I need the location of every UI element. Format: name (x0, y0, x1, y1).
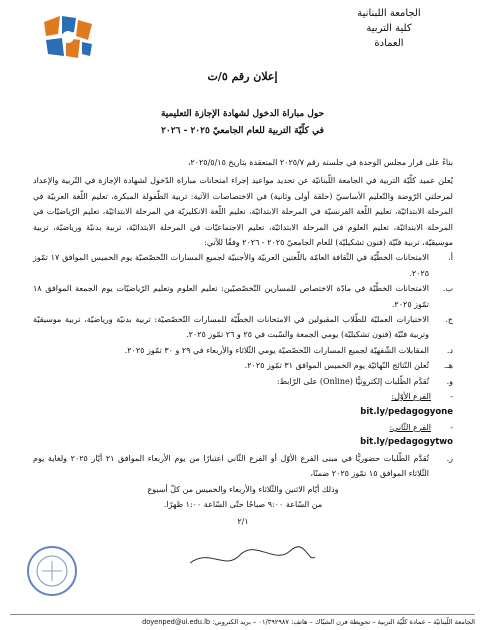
title-line-1: حول مباراة الدخول لشهادة الإجازة التعليمية (160, 109, 325, 119)
list-item-text: الاختبارات العمليّة للطّلاب المقبولين في الامتحانات الخطّيّة للمسارات التّخصّصيّة: تربية بدنيّة ورياضيّة، تربية موسيقيّة وتربية فنّيّة (فنون تشكيليّة) يومي الجمعة والسّبت في ٢٥ و ٢٦ تمّوز ٢٠٢٥. (33, 315, 430, 340)
announcement-number (0, 70, 485, 83)
branch-two-link[interactable]: bit.ly/pedagogytwo (360, 437, 453, 448)
branch-one-link[interactable]: bit.ly/pedagogyone (360, 406, 453, 417)
list-item-text: تُقدَّم الطّلبات إلكترونيًّا (Online) على الرّابط: (276, 376, 429, 386)
page-number: ٢/١ (237, 517, 249, 527)
official-stamp (26, 545, 78, 597)
list-item-label: ز. (446, 453, 453, 463)
schedule-list-continued (33, 451, 453, 482)
faculty-name: كلية التربية (366, 23, 412, 34)
branch-two-label: الفرع الثّاني: (389, 422, 431, 432)
branch-two-row (33, 420, 453, 435)
list-item-text: الامتحانات الخطّيّة في مادّة الاختصاص للمسارين التّخصّصيّين: تعليم العلوم وتعليم الرّياضيّات يوم الجمعة الموافق ١٨ تمّوز ٢٠٢٥. (33, 284, 429, 309)
list-item-text: تُعلن النّتائج النّهائيّة يوم الخميس الموافق ٣١ تمّوز ٢٠٢٥. (244, 361, 429, 371)
intro-paragraph: بناءً على قرار مجلس الوحدة في جلسته رقم ٢٠٢٥/٧ المنعقدة بتاريخ ٢٠٢٥/٥/١٥، (187, 158, 453, 167)
list-item-label: هـ. (443, 361, 453, 371)
list-item (33, 250, 453, 281)
main-paragraph: يُعلن عميد كلّيّة التربية في الجامعة اللّبنانيّة عن تحديد مواعيد إجراء امتحانات مباراة الدّخول لشهادة الإجازة في التّربية والإعداد لمرحلتي الرّوضة والتّعليم الأساسيّ (حلقة أولى وثانية) في الاختصاصات الآتية: تربية الطّفولة المبكرة، تعليم اللّغة العربيّة في المرحلة الابتدائيّة، تعليم اللّغة الفرنسيّة في المرحلة الابتدائيّة، تعليم اللّغة الانكليزيّة في المرحلة الابتدائيّة، تعليم الرّياضيّات في المرحلة الابتدائيّة، تعليم العلوم في المرحلة الابتدائيّة، تعليم الاجتماعيّات في المرحلة الابتدائيّة، تربية بدنيّة ورياضيّة، تربية موسيقيّة، تربية فنّيّة (فنون تشكيليّة) للعام الجامعيّ ٢٠٢٥ - ٢٠٢٦ وفقًا للآتي: (33, 176, 453, 248)
sub-item-label: - (450, 392, 453, 402)
hours-note-line-2: من السّاعة ٩:٠٠ صباحًا حتّى السّاعة ١:٠٠ ظهرًا. (163, 499, 323, 509)
list-item-label: د. (446, 345, 453, 355)
title-line-2: في كلّيّة التربية للعام الجامعيّ ٢٠٢٥ - ٢٠٢٦ (161, 126, 324, 136)
list-item-label: و. (446, 376, 453, 386)
document-body (33, 155, 453, 530)
list-item (33, 281, 453, 312)
list-item-label: أ. (448, 253, 453, 263)
university-name: الجامعة اللبنانية (357, 8, 421, 19)
list-item (33, 312, 453, 343)
schedule-list (33, 250, 453, 389)
letterhead (329, 6, 449, 51)
branch-one-row (33, 389, 453, 404)
list-item (33, 343, 453, 358)
signature (180, 543, 320, 573)
list-item-label: ج. (445, 315, 453, 325)
list-item-text: تُقدَّم الطّلبات حضوريًّا في مبنى الفرع الأوّل أو الفرع الثّاني اعتبارًا من يوم الأربعاء الموافق ٢١ أيّار ٢٠٢٥ ولغاية يوم الثّلاثاء الموافق ١٥ تمّوز ٢٠٢٥ ضمنًا، (33, 453, 429, 479)
announcement-label: إعلان رقم ٥/ت (207, 70, 278, 83)
faculty-logo (40, 14, 96, 60)
document-title (40, 106, 445, 140)
footer-contact: الجامعة اللّبنانيّة – عمادة كلّيّة التربية – تحويطة فرن الشبّاك – هاتف: ٠١/٣٩٢٩٨٧ – بريد الكتروني: doyenped@ul.edu.lb (10, 614, 475, 626)
list-item (33, 451, 453, 482)
sub-item-label: - (450, 422, 453, 432)
hours-note-line-1: وذلك أيّام الاثنين والثّلاثاء والأربعاء والخميس من كلّ أسبوع (147, 484, 339, 494)
list-item-label: ب. (442, 284, 453, 294)
list-item-text: المقابلات الشّفهيّة لجميع المسارات التّخصّصيّة يومي الثّلاثاء والأربعاء في ٢٩ و ٣٠ تمّوز ٢٠٢٥. (124, 345, 429, 355)
branch-one-label: الفرع الأوّل: (391, 392, 431, 402)
list-item-text: الامتحانات الخطّيّة في الثّقافة العامّة باللّغتين العربيّة والأجنبيّة لجميع المسارات التّخصّصيّة يوم الخميس الموافق ١٧ تمّوز ٢٠٢٥. (33, 253, 430, 278)
list-item (33, 358, 453, 373)
list-item (33, 374, 453, 389)
office-name: العمادة (374, 38, 404, 49)
